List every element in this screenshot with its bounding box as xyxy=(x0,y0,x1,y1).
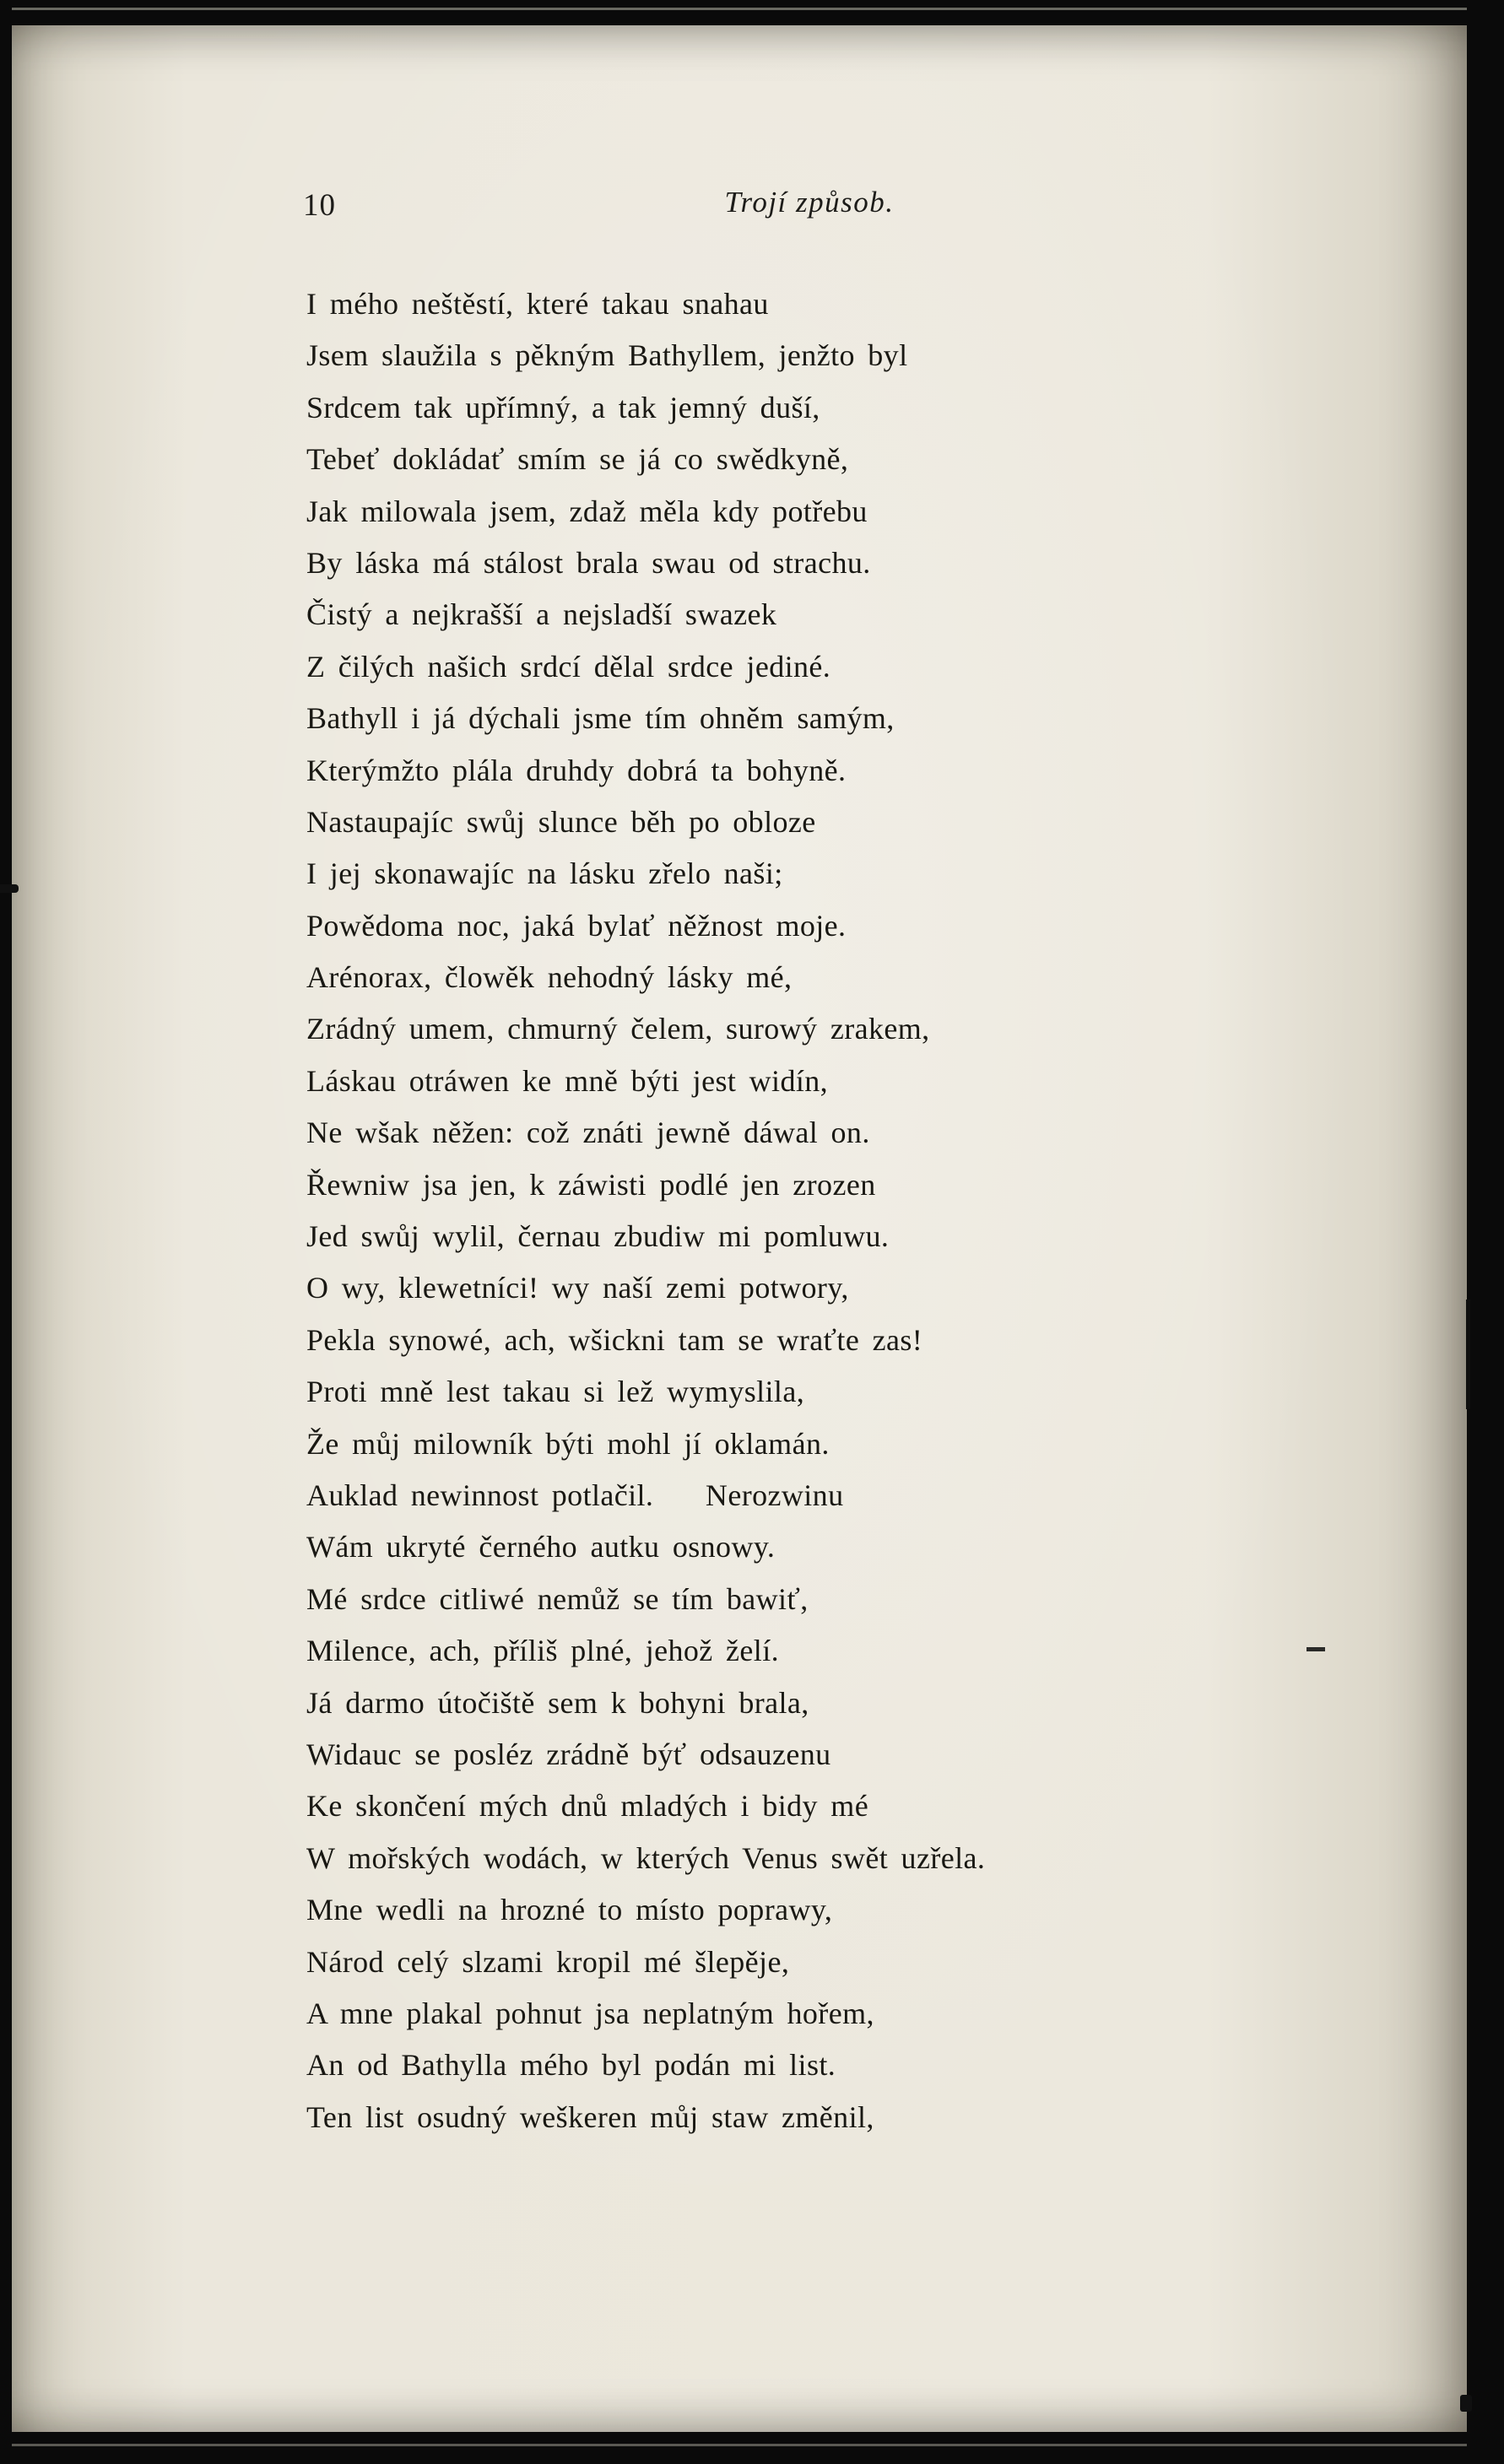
poem-line: By láska má stálost brala swau od strachu. xyxy=(306,545,871,580)
poem-line: Kterýmžto plála druhdy dobrá ta bohyně. xyxy=(306,753,847,787)
poem-line: Mne wedli na hrozné to místo poprawy, xyxy=(306,1893,833,1927)
poem-line: I jej skonawajíc na lásku zřelo naši; xyxy=(306,856,783,891)
poem-line: Že můj milowník býti mohl jí oklamán. xyxy=(306,1426,830,1461)
poem-line: Já darmo útočiště sem k bohyni brala, xyxy=(306,1685,809,1720)
poem-line: Z čilých našich srdcí dělal srdce jediné. xyxy=(306,649,831,684)
poem-line: Řewniw jsa jen, k záwisti podlé jen zrozen xyxy=(306,1167,876,1202)
poem-line: Jak milowala jsem, zdaž měla kdy potřebu xyxy=(306,494,868,528)
scan-border-left xyxy=(0,0,12,2464)
scan-artifact xyxy=(1307,1647,1325,1651)
poem-line: W mořských wodách, w kterých Venus swět uzřela. xyxy=(306,1840,986,1875)
running-header: Trojí způsob. xyxy=(724,186,895,219)
scan-artifact xyxy=(1466,1300,1470,1409)
scan-artifact xyxy=(1460,2395,1472,2412)
scan-border-right xyxy=(1467,0,1504,2464)
scan-edge-line xyxy=(0,8,1504,10)
poem-line: Ne wšak něžen: což znáti jewně dáwal on. xyxy=(306,1116,870,1150)
poem-line: An od Bathylla mého byl podán mi list. xyxy=(306,2048,836,2083)
poem-line: Jed swůj wylil, černau zbudiw mi pomluwu. xyxy=(306,1219,890,1254)
poem-text-block xyxy=(306,278,1366,2143)
poem-line: Wám ukryté černého autku osnowy. xyxy=(306,1530,776,1564)
scan-border-top xyxy=(0,0,1504,25)
poem-line: Auklad newinnost potlačil. Nerozwinu xyxy=(306,1478,844,1512)
poem-line: Widauc se posléz zrádně býť odsauzenu xyxy=(306,1737,831,1771)
poem-line: Mé srdce citliwé nemůž se tím bawiť, xyxy=(306,1581,809,1616)
scan-edge-line xyxy=(0,2444,1504,2446)
poem-line: Ten list osudný weškeren můj staw změnil, xyxy=(306,2099,874,2134)
scan-border-bottom xyxy=(0,2432,1504,2464)
poem-line: A mne plakal pohnut jsa neplatným hořem, xyxy=(306,1996,874,2030)
poem-line: Milence, ach, příliš plné, jehož želí. xyxy=(306,1634,780,1668)
poem-line: Zrádný umem, chmurný čelem, surowý zrakem, xyxy=(306,1012,930,1046)
poem-line: Čistý a nejkrašší a nejsladší swazek xyxy=(306,597,777,632)
poem-line: Pekla synowé, ach, wšickni tam se wraťte zas! xyxy=(306,1322,923,1357)
poem-line: Jsem slaužila s pěkným Bathyllem, jenžto byl xyxy=(306,338,908,373)
poem-line: Powědoma noc, jaká bylať něžnost moje. xyxy=(306,908,847,943)
poem-line: Srdcem tak upřímný, a tak jemný duší, xyxy=(306,390,820,424)
scan-artifact xyxy=(0,884,19,893)
poem-line: Tebeť dokládať smím se já co swědkyně, xyxy=(306,442,849,477)
poem-line: Bathyll i já dýchali jsme tím ohněm samým, xyxy=(306,701,895,736)
poem-line: Láskau otráwen ke mně býti jest widín, xyxy=(306,1063,829,1098)
poem-line: O wy, klewetníci! wy naší zemi potwory, xyxy=(306,1271,849,1305)
page-number: 10 xyxy=(303,188,336,223)
poem-line: I mého neštěstí, které takau snahau xyxy=(306,287,769,321)
poem-line: Arénorax, člowěk nehodný lásky mé, xyxy=(306,960,793,995)
page-scan xyxy=(12,25,1467,2432)
poem-line: Proti mně lest takau si lež wymyslila, xyxy=(306,1375,805,1409)
poem-line: Nastaupajíc swůj slunce běh po obloze xyxy=(306,804,816,839)
poem-line: Národ celý slzami kropil mé šlepěje, xyxy=(306,1944,790,1979)
poem-line: Ke skončení mých dnů mladých i bidy mé xyxy=(306,1789,869,1824)
